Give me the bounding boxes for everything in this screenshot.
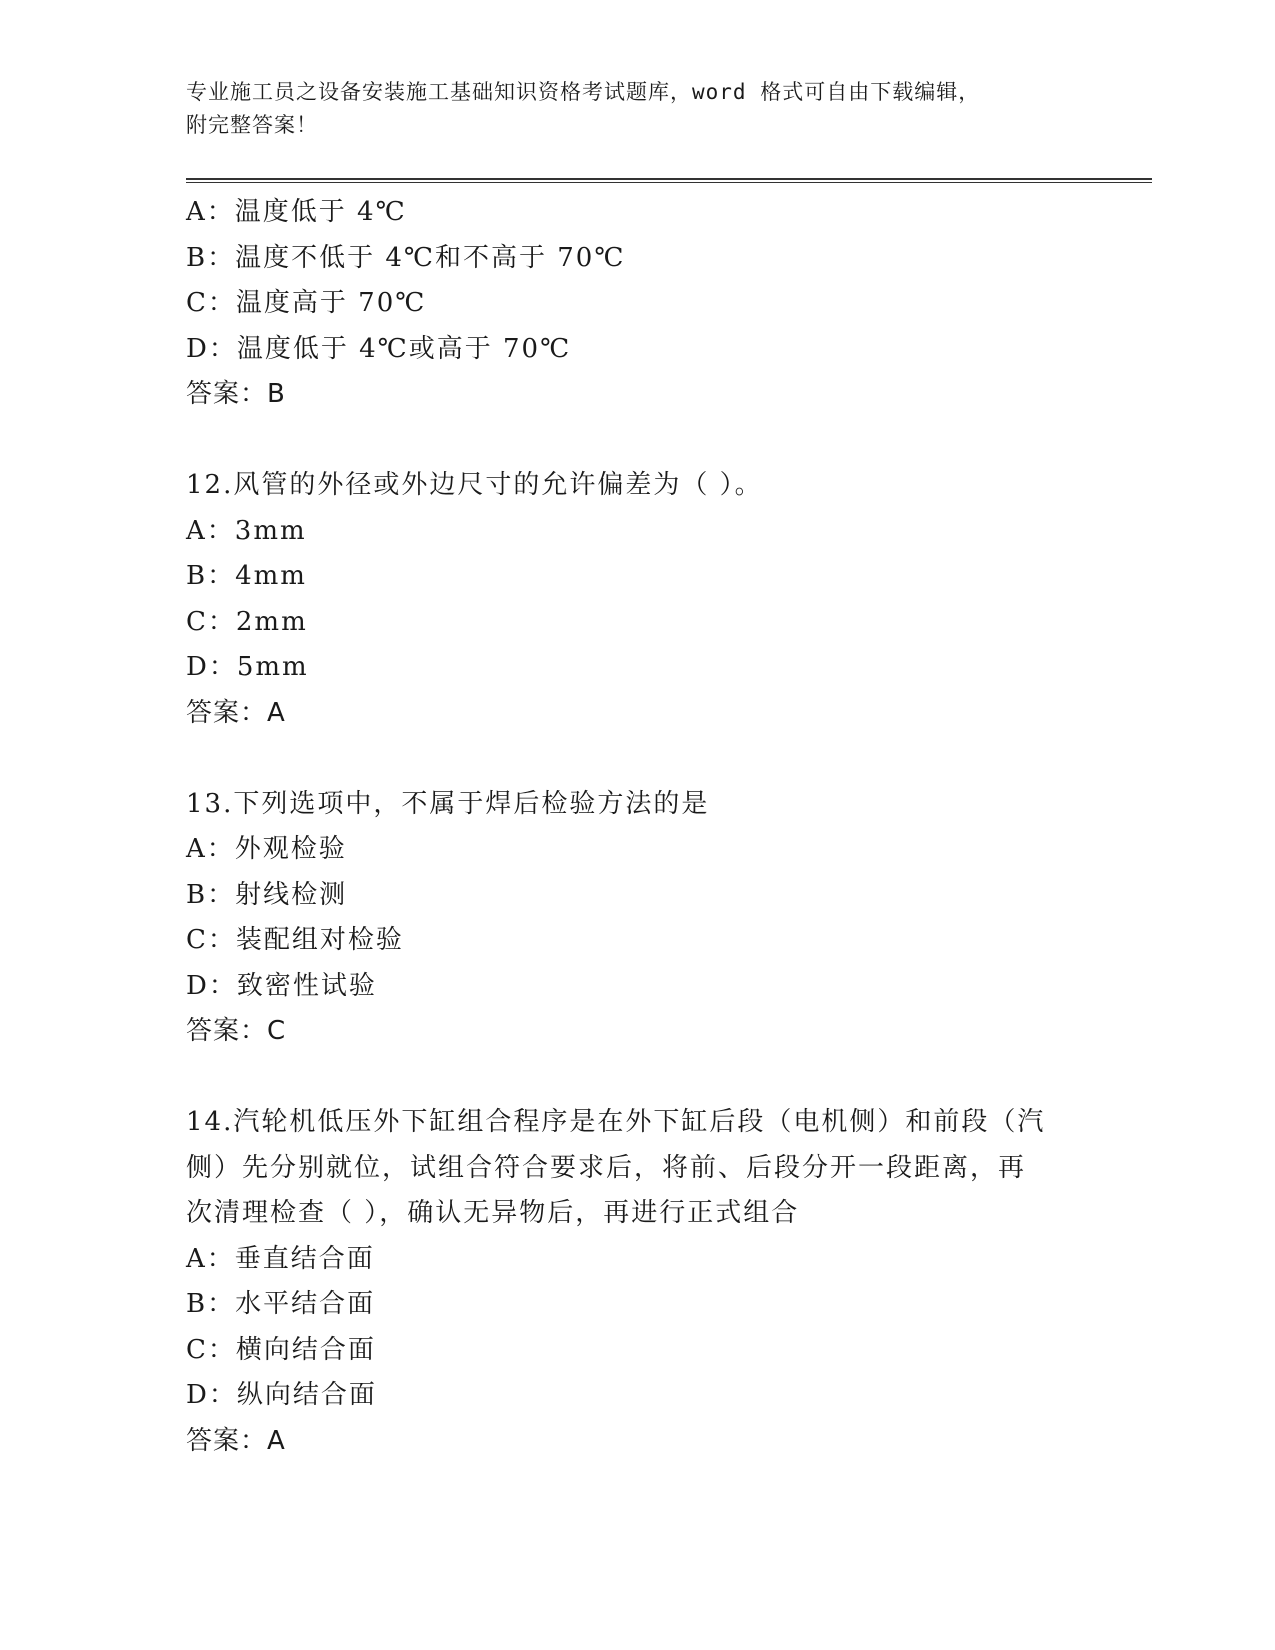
option-c: C：2mm [186, 606, 308, 637]
option-c: C：温度高于 70℃ [186, 288, 427, 318]
header-divider [186, 178, 1152, 183]
question-12 [186, 463, 1146, 736]
option-b: B：水平结合面 [186, 1289, 376, 1319]
option-a: A：垂直结合面 [186, 1243, 375, 1274]
question-text: 12.风管的外径或外边尺寸的允许偏差为（ ）。 [186, 470, 763, 500]
question-text-line-2: 侧）先分别就位，试组合符合要求后，将前、后段分开一段距离，再 [186, 1152, 1027, 1183]
option-a: A：3mm [186, 515, 307, 546]
answer-line: 答案：A [186, 1425, 286, 1456]
document-header [186, 76, 1086, 142]
question-text: 13.下列选项中，不属于焊后检验方法的是 [186, 788, 710, 819]
option-c: C：横向结合面 [186, 1334, 376, 1365]
answer-line: 答案：B [186, 379, 286, 409]
option-d: D：温度低于 4℃或高于 70℃ [186, 333, 572, 364]
header-line-2: 附完整答案！ [186, 113, 318, 137]
question-text-line-1: 14.汽轮机低压外下缸组合程序是在外下缸后段（电机侧）和前段（汽 [186, 1107, 1046, 1137]
answer-line: 答案：A [186, 697, 286, 728]
question-13 [186, 782, 1146, 1055]
question-list [186, 190, 1146, 1464]
answer-line: 答案：C [186, 1016, 287, 1046]
option-c: C：装配组对检验 [186, 925, 404, 955]
option-d: D：致密性试验 [186, 970, 377, 1001]
option-b: B：4mm [186, 561, 307, 591]
question-11 [186, 190, 1146, 418]
option-a: A：外观检验 [186, 834, 347, 864]
option-d: D：5mm [186, 652, 309, 682]
option-d: D：纵向结合面 [186, 1380, 377, 1410]
header-line-1: 专业施工员之设备安装施工基础知识资格考试题库，word 格式可自由下载编辑， [186, 80, 981, 104]
option-b: B：温度不低于 4℃和不高于 70℃ [186, 242, 626, 273]
option-b: B：射线检测 [186, 879, 348, 910]
question-14 [186, 1100, 1146, 1464]
option-a: A：温度低于 4℃ [186, 197, 407, 227]
question-text-line-3: 次清理检查（ ），确认无异物后，再进行正式组合 [186, 1198, 800, 1228]
